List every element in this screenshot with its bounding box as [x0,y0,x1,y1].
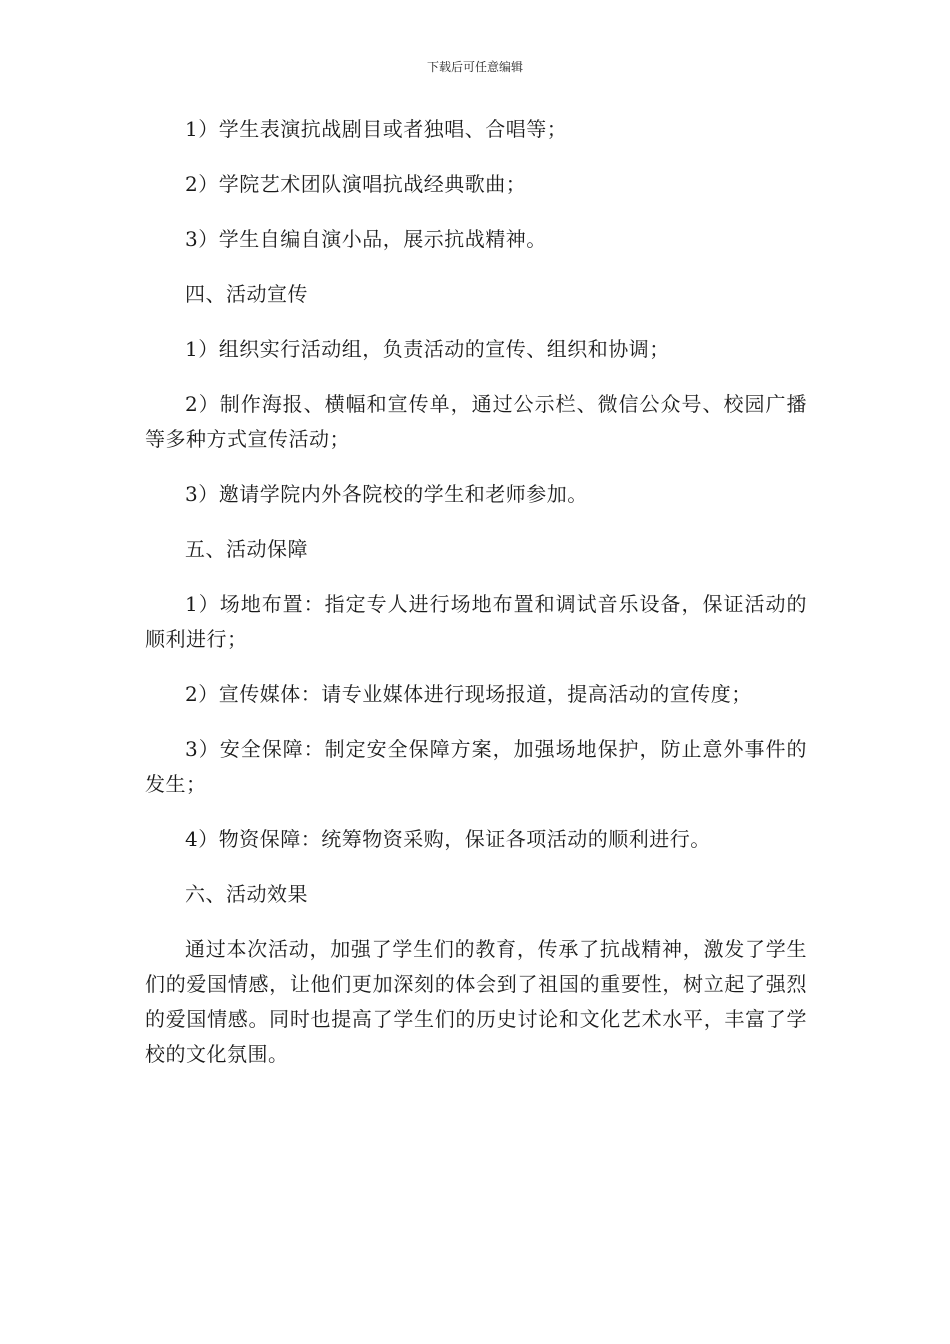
list-item-media: 2）宣传媒体：请专业媒体进行现场报道，提高活动的宣传度； [185,682,752,706]
section-heading-effect: 六、活动效果 [185,882,308,906]
section-heading-support: 五、活动保障 [185,537,308,561]
list-item-art-troupe: 2）学院艺术团队演唱抗战经典歌曲； [185,172,527,196]
effect-paragraph: 通过本次活动，加强了学生们的教育，传承了抗战精神，激发了学生们的爱国情感，让他们更加深刻的体会到了祖国的重要性，树立起了强烈的爱国情感。同时也提高了学生们的历史讨论和文化艺术水平，丰富了学校的文化氛围。 [145,937,807,1066]
list-item-safety: 3）安全保障：制定安全保障方案，加强场地保护，防止意外事件的发生； [145,737,807,796]
list-item-skit: 3）学生自编自演小品，展示抗战精神。 [185,227,547,251]
list-item-materials: 4）物资保障：统筹物资采购，保证各项活动的顺利进行。 [185,827,711,851]
list-item-performance: 1）学生表演抗战剧目或者独唱、合唱等； [185,117,568,141]
section-heading-publicity: 四、活动宣传 [185,282,308,306]
list-item-invite: 3）邀请学院内外各院校的学生和老师参加。 [185,482,588,506]
document-body [145,112,807,1092]
list-item-posters: 2）制作海报、横幅和宣传单，通过公示栏、微信公众号、校园广播等多种方式宣传活动； [145,392,807,451]
download-note: 下载后可任意编辑 [426,60,523,74]
list-item-venue: 1）场地布置：指定专人进行场地布置和调试音乐设备，保证活动的顺利进行； [145,592,807,651]
list-item-organize-group: 1）组织实行活动组，负责活动的宣传、组织和协调； [185,337,670,361]
